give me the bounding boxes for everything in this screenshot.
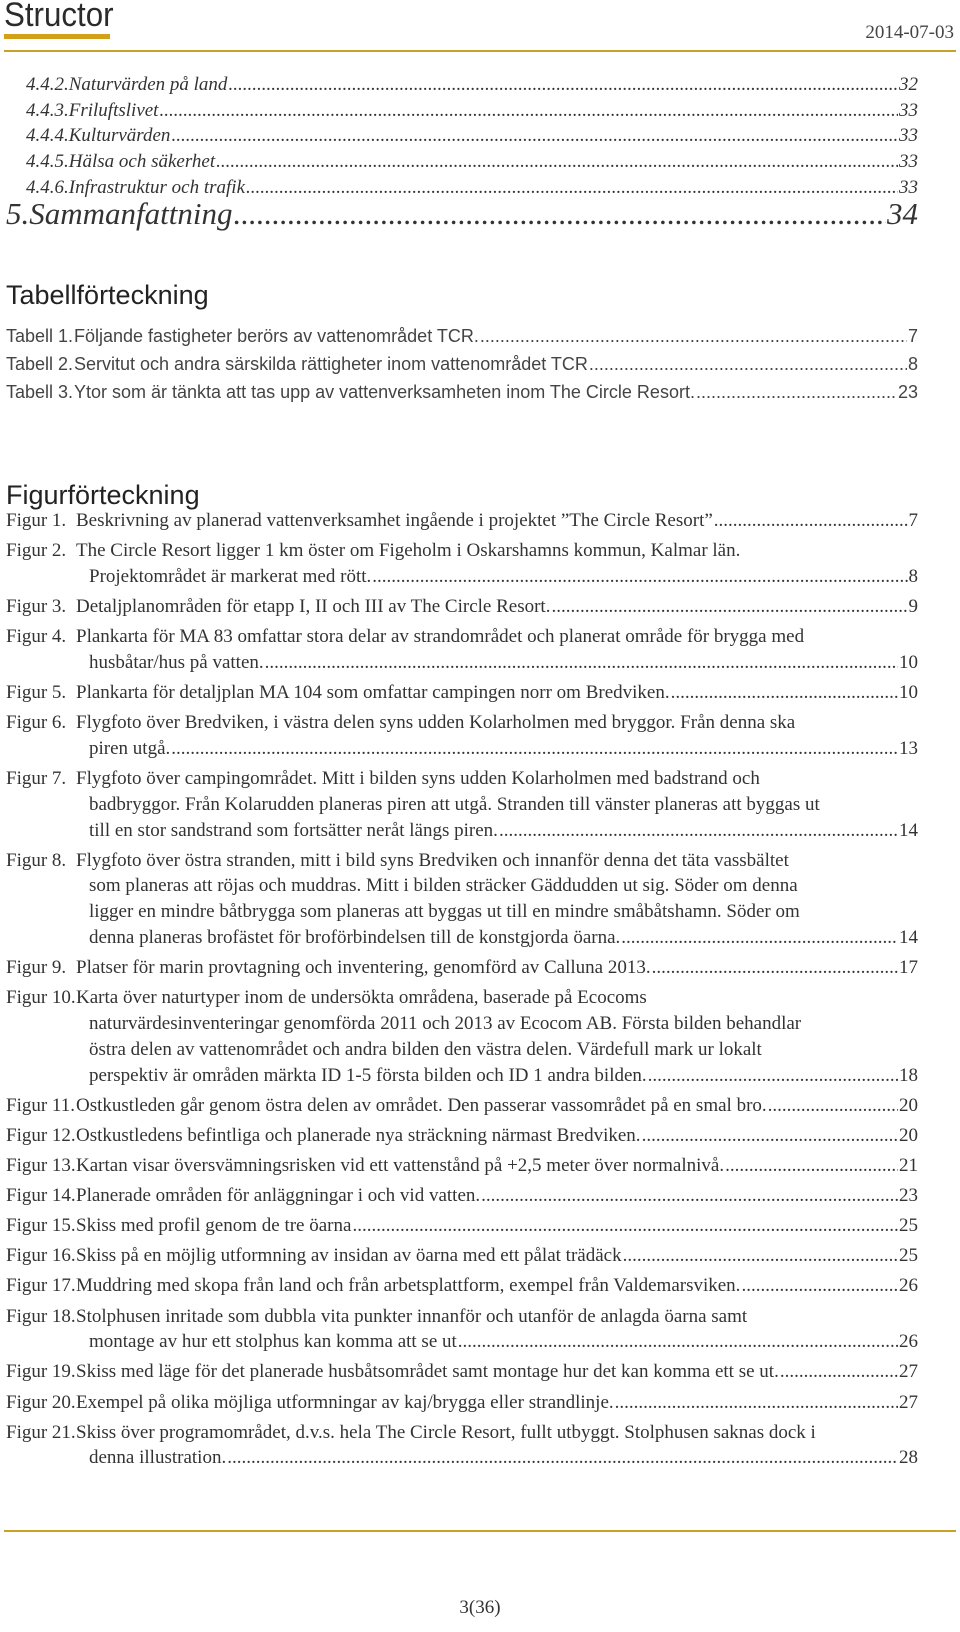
figure-entry[interactable] bbox=[0, 596, 960, 622]
toc-item[interactable] bbox=[26, 151, 918, 173]
figure-entry[interactable] bbox=[0, 1361, 960, 1387]
figure-entry[interactable] bbox=[0, 1392, 960, 1418]
entry-label: Figur 7. bbox=[6, 768, 67, 789]
table-entry[interactable] bbox=[0, 354, 960, 380]
logo-underline bbox=[4, 34, 110, 39]
entry-label: Figur 6. bbox=[6, 712, 67, 734]
entry-text-line: montage av hur ett stolphus kan komma att se ut bbox=[89, 1331, 457, 1353]
toc-number: 4.4.6. bbox=[26, 177, 69, 198]
entry-text-line: ligger en mindre båtbrygga som planeras att byggas ut till en mindre småbåtshamn. Söder om bbox=[89, 901, 800, 923]
entry-leader bbox=[499, 820, 898, 842]
entry-label: Figur 15. bbox=[6, 1215, 76, 1237]
entry-label: Figur 20. bbox=[6, 1391, 76, 1413]
figure-entry[interactable] bbox=[0, 1245, 960, 1271]
entry-leader bbox=[551, 596, 907, 618]
entry-label: Tabell 2. bbox=[6, 354, 74, 374]
entry-leader bbox=[171, 738, 898, 760]
toc-title: Sammanfattning bbox=[29, 196, 233, 231]
entry-leader bbox=[714, 510, 908, 532]
entry-text-line: Stolphusen inritade som dubbla vita punkter innanför och utanför de anlagda öarna samt bbox=[76, 1305, 748, 1327]
entry-label: Figur 5. bbox=[6, 682, 67, 703]
entry-last-line bbox=[74, 326, 918, 347]
entry-text-line: naturvärdesinventeringar genomförda 2011 och 2013 av Ecocom AB. Första bilden behandlar bbox=[89, 1013, 802, 1035]
toc-number: 4.4.4. bbox=[26, 125, 69, 146]
entry-text-line: husbåtar/hus på vatten. bbox=[89, 651, 264, 673]
figure-entry[interactable] bbox=[0, 540, 960, 592]
structor-logo: Structor bbox=[4, 0, 114, 34]
entry-leader bbox=[458, 1331, 898, 1353]
entry-last-line bbox=[89, 1331, 918, 1353]
figure-entry[interactable] bbox=[0, 1306, 960, 1358]
entry-text-line: Flygfoto över campingområdet. Mitt i bilden syns udden Kolarholmen med badstrand och bbox=[76, 768, 760, 789]
entry-text-line: Planerade områden för anläggningar i och vid vatten. bbox=[76, 1185, 481, 1207]
entry-label: Figur 13. bbox=[6, 1155, 76, 1176]
entry-last-line bbox=[89, 566, 918, 588]
entry-text-line: denna planeras brofästet för broförbindelsen till de konstgjorda öarna. bbox=[89, 927, 621, 949]
entry-text-line: östra delen av vattenområdet och andra bilden den västra delen. Värdefull mark ur lokalt bbox=[89, 1038, 762, 1060]
toc-page: 33 bbox=[899, 100, 918, 121]
entry-leader bbox=[372, 566, 907, 588]
entry-page: 7 bbox=[908, 510, 918, 531]
entry-last-line bbox=[76, 957, 918, 979]
entry-page: 10 bbox=[899, 651, 918, 673]
entry-last-line bbox=[76, 1095, 918, 1117]
entry-leader bbox=[265, 652, 898, 674]
entry-last-line bbox=[89, 738, 918, 760]
entry-text-line: Skiss med läge för det planerade husbåtsområdet samt montage hur det kan komma ett se ut. bbox=[76, 1361, 779, 1383]
footer-rule bbox=[4, 1530, 956, 1532]
entry-label: Figur 9. bbox=[6, 957, 67, 979]
table-entry[interactable] bbox=[0, 382, 960, 408]
entry-leader bbox=[696, 382, 897, 403]
entry-page: 14 bbox=[899, 819, 918, 841]
entry-page: 9 bbox=[908, 596, 918, 617]
entry-text-line: Ytor som är tänkta att tas upp av vattenverksamheten inom The Circle Resort. bbox=[74, 382, 695, 402]
entry-leader bbox=[652, 957, 898, 979]
entry-last-line bbox=[89, 1447, 918, 1469]
entry-page: 23 bbox=[899, 1185, 918, 1207]
toc-page: 34 bbox=[887, 196, 918, 231]
entry-leader bbox=[768, 1095, 898, 1117]
entry-label: Figur 21. bbox=[6, 1421, 76, 1443]
toc-leader bbox=[171, 125, 898, 147]
document-date: 2014-07-03 bbox=[865, 22, 954, 43]
toc-number: 4.4.2. bbox=[26, 74, 69, 95]
entry-text-line: Exempel på olika möjliga utformningar av kaj/brygga eller strandlinje. bbox=[76, 1391, 614, 1413]
entry-text-line: Flygfoto över Bredviken, i västra delen syns udden Kolarholmen med bryggor. Från denna ska bbox=[76, 712, 796, 734]
entry-label: Figur 3. bbox=[6, 596, 67, 617]
entry-label: Tabell 3. bbox=[6, 382, 74, 402]
entry-text-line: The Circle Resort ligger 1 km öster om Figeholm i Oskarshamns kommun, Kalmar län. bbox=[76, 540, 741, 562]
entry-text-line: Skiss över programområdet, d.v.s. hela The Circle Resort, fullt utbyggt. Stolphusen saknas dock i bbox=[76, 1421, 816, 1443]
entry-text-line: piren utgå. bbox=[89, 737, 171, 759]
entry-text-line: Ostkustleden går genom östra delen av området. Den passerar vassområdet på en smal bro. bbox=[76, 1094, 767, 1116]
figure-entry[interactable] bbox=[0, 712, 960, 764]
entry-label: Tabell 1. bbox=[6, 326, 74, 346]
toc-title: Infrastruktur och trafik bbox=[68, 177, 246, 198]
figure-entry[interactable] bbox=[0, 957, 960, 983]
entry-text-line: Kartan visar översvämningsrisken vid ett vattenstånd på +2,5 meter över normalnivå. bbox=[76, 1155, 725, 1176]
entry-leader bbox=[725, 1155, 898, 1177]
entry-text-line: Plankarta för MA 83 omfattar stora delar av strandområdet och planerat område för brygga med bbox=[76, 626, 805, 648]
entry-last-line bbox=[76, 682, 918, 704]
entry-leader bbox=[481, 1185, 898, 1207]
entry-last-line bbox=[74, 382, 918, 403]
entry-text-line: Servitut och andra särskilda rättigheter inom vattenområdet TCR bbox=[74, 354, 588, 374]
entry-page: 27 bbox=[899, 1391, 918, 1413]
toc-item[interactable] bbox=[26, 125, 918, 147]
toc-item[interactable] bbox=[26, 74, 918, 96]
entry-text-line: som planeras att röjas och muddras. Mitt i bilden sträcker Gäddudden ut sig. Söder om denna bbox=[89, 875, 798, 897]
figure-entry[interactable] bbox=[0, 1422, 960, 1474]
figure-entry[interactable] bbox=[0, 1275, 960, 1301]
table-entry[interactable] bbox=[0, 326, 960, 352]
entry-text-line: badbryggor. Från Kolarudden planeras piren att utgå. Stranden till vänster planeras att byggas ut bbox=[89, 793, 820, 815]
toc-leader bbox=[228, 74, 898, 96]
entry-page: 8 bbox=[908, 565, 918, 587]
entry-label: Figur 14. bbox=[6, 1185, 76, 1207]
entry-last-line bbox=[89, 1065, 918, 1087]
entry-last-line bbox=[76, 1215, 918, 1237]
entry-last-line bbox=[76, 596, 918, 618]
figure-entry[interactable] bbox=[0, 987, 960, 1090]
toc-number: 4.4.5. bbox=[26, 151, 69, 172]
entry-text-line: Skiss med profil genom de tre öarna bbox=[76, 1215, 352, 1237]
entry-page: 27 bbox=[899, 1361, 918, 1383]
entry-page: 13 bbox=[899, 737, 918, 759]
entry-label: Figur 10. bbox=[6, 987, 76, 1009]
entry-last-line bbox=[76, 1155, 918, 1177]
figure-entry[interactable] bbox=[0, 1095, 960, 1121]
entry-page: 25 bbox=[899, 1215, 918, 1237]
entry-page: 20 bbox=[899, 1094, 918, 1116]
toc-page: 33 bbox=[899, 125, 918, 146]
entry-label: Figur 1. bbox=[6, 510, 67, 531]
entry-leader bbox=[648, 1065, 898, 1087]
entry-page: 8 bbox=[907, 354, 918, 374]
toc-number: 5. bbox=[6, 196, 30, 231]
figure-entry[interactable] bbox=[0, 1185, 960, 1211]
entry-label: Figur 19. bbox=[6, 1361, 76, 1383]
entry-text-line: Ostkustledens befintliga och planerade nya sträckning närmast Bredviken. bbox=[76, 1124, 641, 1146]
figure-entry[interactable] bbox=[0, 626, 960, 678]
entry-leader bbox=[352, 1215, 898, 1237]
entry-leader bbox=[780, 1361, 898, 1383]
entry-page: 25 bbox=[899, 1245, 918, 1267]
entry-text-line: Platser för marin provtagning och inventering, genomförd av Calluna 2013. bbox=[76, 957, 651, 979]
page-number: 3(36) bbox=[459, 1597, 501, 1618]
entry-label: Figur 12. bbox=[6, 1124, 76, 1146]
figure-entry[interactable] bbox=[0, 682, 960, 708]
toc-page: 33 bbox=[899, 151, 918, 172]
header-rule bbox=[4, 50, 956, 52]
entry-text-line: Karta över naturtyper inom de undersökta områdena, baserade på Ecocoms bbox=[76, 987, 647, 1009]
figure-entry[interactable] bbox=[0, 850, 960, 953]
figure-entry[interactable] bbox=[0, 1155, 960, 1181]
toc-page: 33 bbox=[899, 177, 918, 198]
toc-leader bbox=[216, 151, 898, 173]
figure-entry[interactable] bbox=[0, 768, 960, 845]
figures-heading: Figurförteckning bbox=[6, 480, 200, 510]
toc-title: Hälsa och säkerhet bbox=[68, 151, 216, 172]
entry-last-line bbox=[89, 652, 918, 674]
entry-label: Figur 2. bbox=[6, 540, 67, 562]
entry-page: 14 bbox=[899, 927, 918, 949]
entry-text-line: Detaljplanområden för etapp I, II och III av The Circle Resort. bbox=[76, 596, 551, 617]
entry-last-line bbox=[89, 820, 918, 842]
entry-leader bbox=[671, 682, 898, 704]
entry-text-line: Muddring med skopa från land och från arbetsplattform, exempel från Valdemarsviken. bbox=[76, 1275, 741, 1297]
entry-page: 21 bbox=[899, 1155, 918, 1176]
entry-page: 23 bbox=[897, 382, 918, 402]
entry-last-line bbox=[76, 510, 918, 532]
toc-leader bbox=[233, 196, 886, 232]
entry-label: Figur 8. bbox=[6, 849, 67, 871]
entry-label: Figur 4. bbox=[6, 626, 67, 648]
figure-entry[interactable] bbox=[0, 510, 960, 536]
toc-number: 4.4.3. bbox=[26, 100, 69, 121]
toc-page: 32 bbox=[899, 74, 918, 95]
toc-title: Kulturvärden bbox=[68, 125, 171, 146]
entry-page: 10 bbox=[899, 682, 918, 703]
entry-page: 17 bbox=[899, 957, 918, 979]
entry-last-line bbox=[76, 1245, 918, 1267]
entry-page: 7 bbox=[907, 326, 918, 346]
entry-page: 26 bbox=[899, 1275, 918, 1297]
entry-last-line bbox=[74, 354, 918, 375]
entry-page: 28 bbox=[899, 1447, 918, 1469]
entry-text-line: Skiss på en möjlig utformning av insidan av öarna med ett pålat trädäck bbox=[76, 1245, 622, 1267]
toc-title: Naturvärden på land bbox=[68, 74, 228, 95]
entry-page: 20 bbox=[899, 1124, 918, 1146]
entry-page: 26 bbox=[899, 1331, 918, 1353]
entry-leader bbox=[621, 927, 898, 949]
entry-last-line bbox=[76, 1125, 918, 1147]
entry-text-line: denna illustration. bbox=[89, 1447, 227, 1469]
entry-leader bbox=[480, 326, 907, 347]
toc-leader bbox=[159, 100, 898, 122]
entry-leader bbox=[615, 1392, 898, 1414]
entry-leader bbox=[642, 1125, 898, 1147]
entry-leader bbox=[741, 1275, 898, 1297]
entry-last-line bbox=[89, 927, 918, 949]
entry-leader bbox=[623, 1245, 898, 1267]
entry-label: Figur 18. bbox=[6, 1305, 76, 1327]
entry-label: Figur 17. bbox=[6, 1275, 76, 1297]
entry-leader bbox=[589, 354, 907, 375]
entry-text-line: Plankarta för detaljplan MA 104 som omfattar campingen norr om Bredviken. bbox=[76, 682, 670, 703]
entry-text-line: Projektområdet är markerat med rött. bbox=[89, 565, 372, 587]
entry-last-line bbox=[76, 1185, 918, 1207]
entry-label: Figur 11. bbox=[6, 1094, 75, 1116]
entry-text-line: till en stor sandstrand som fortsätter neråt längs piren. bbox=[89, 819, 498, 841]
entry-last-line bbox=[76, 1392, 918, 1414]
figure-entry[interactable] bbox=[0, 1125, 960, 1151]
entry-last-line bbox=[76, 1275, 918, 1297]
tables-heading: Tabellförteckning bbox=[6, 280, 209, 310]
toc-title: Friluftslivet bbox=[68, 100, 159, 121]
entry-page: 18 bbox=[899, 1064, 918, 1086]
entry-text-line: Följande fastigheter berörs av vattenområdet TCR. bbox=[74, 326, 479, 346]
page-header bbox=[0, 0, 960, 48]
entry-leader bbox=[227, 1447, 898, 1469]
figure-entry[interactable] bbox=[0, 1215, 960, 1241]
entry-text-line: Beskrivning av planerad vattenverksamhet ingående i projektet ”The Circle Resort” bbox=[76, 510, 713, 531]
entry-text-line: Flygfoto över östra stranden, mitt i bild syns Bredviken och innanför denna det täta vassbältet bbox=[76, 849, 789, 871]
entry-text-line: perspektiv är områden märkta ID 1-5 första bilden och ID 1 andra bilden. bbox=[89, 1064, 647, 1086]
toc-main-item[interactable] bbox=[6, 196, 918, 232]
entry-label: Figur 16. bbox=[6, 1245, 76, 1267]
toc-item[interactable] bbox=[26, 100, 918, 122]
entry-last-line bbox=[76, 1361, 918, 1383]
